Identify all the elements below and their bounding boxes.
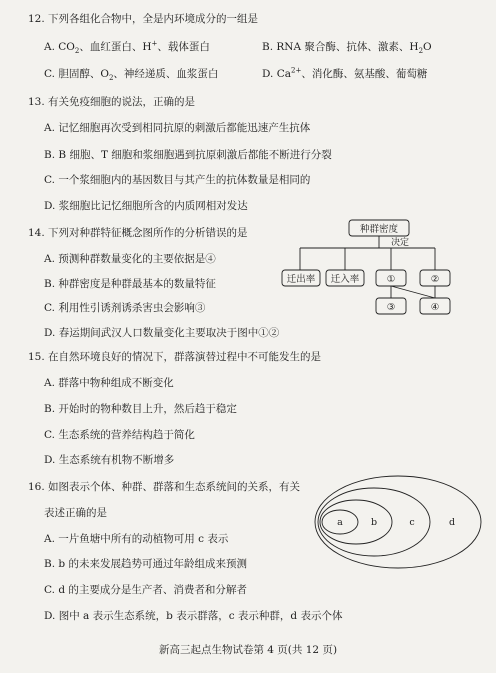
page-footer: 新高三起点生物试卷第 4 页(共 12 页) xyxy=(158,644,338,656)
q14-option-d: D. 春运期间武汉人口数量变化主要取决于图中①② xyxy=(44,327,280,339)
q16-option-c: C. d 的主要成分是生产者、消费者和分解者 xyxy=(44,584,247,596)
q14-option-b: B. 种群密度是种群最基本的数量特征 xyxy=(44,278,216,290)
q15-stem: 15. 在自然环境良好的情况下，群落演替过程中不可能发生的是 xyxy=(28,351,322,363)
label-a: a xyxy=(337,517,343,528)
q12-option-c: C. 胆固醇、$O_2$、神经递质、血浆蛋白 xyxy=(44,68,219,83)
q13-option-b: B. B 细胞、T 细胞和浆细胞遇到抗原刺激后都能不断进行分裂 xyxy=(44,149,332,161)
label-circle-3: ③ xyxy=(386,302,396,313)
label-decides: 决定 xyxy=(390,238,410,248)
q16-option-d: D. 图中 a 表示生态系统，b 表示群落，c 表示种群，d 表示个体 xyxy=(44,610,343,622)
label-c: c xyxy=(409,517,415,528)
q16-stem-line1: 16. 如图表示个体、种群、群落和生态系统间的关系，有关 xyxy=(28,481,301,493)
q15-option-d: D. 生态系统有机物不断增多 xyxy=(44,454,175,466)
q13-option-d: D. 浆细胞比记忆细胞所含的内质网相对发达 xyxy=(44,200,248,212)
q13-stem: 13. 有关免疫细胞的说法，正确的是 xyxy=(28,96,196,108)
population-concept-diagram xyxy=(280,218,480,320)
q15-option-c: C. 生态系统的营养结构趋于简化 xyxy=(44,429,195,441)
label-d: d xyxy=(448,517,456,528)
q15-option-a: A. 群落中物种组成不断变化 xyxy=(44,377,174,389)
ellipse-b xyxy=(320,500,392,544)
q16-option-b: B. b 的未来发展趋势可通过年龄组成来预测 xyxy=(44,558,247,570)
label-circle-1: ① xyxy=(386,274,396,285)
q12-stem: 12. 下列各组化合物中，全是内环境成分的一组是 xyxy=(28,13,259,25)
q14-stem: 14. 下列对种群特征概念图所作的分析错误的是 xyxy=(28,227,248,239)
q16-option-a: A. 一片鱼塘中所有的动植物可用 c 表示 xyxy=(44,533,229,545)
q15-option-b: B. 开始时的物种数目上升，然后趋于稳定 xyxy=(44,403,237,415)
q13-option-c: C. 一个浆细胞内的基因数目与其产生的抗体数量是相同的 xyxy=(44,174,311,186)
q13-option-a: A. 记忆细胞再次受到相同抗原的刺激后都能迅速产生抗体 xyxy=(44,122,311,134)
label-population-density: 种群密度 xyxy=(359,224,399,235)
label-b: b xyxy=(370,517,378,528)
q12-option-a: A. $CO_2$、血红蛋白、H+、载体蛋白 xyxy=(44,39,210,56)
label-circle-2: ② xyxy=(430,274,440,285)
q12-option-b: B. RNA 聚合酶、抗体、激素、$H_2O$ xyxy=(262,41,432,56)
q14-option-c: C. 利用性引诱剂诱杀害虫会影响③ xyxy=(44,302,206,314)
q16-stem-line2: 表述正确的是 xyxy=(44,507,107,519)
q14-option-a: A. 预测种群数量变化的主要依据是④ xyxy=(44,253,216,265)
nested-ellipses-diagram xyxy=(312,472,484,572)
q12-option-d: D. $Ca^{2+}$、消化酶、氨基酸、葡萄糖 xyxy=(262,66,428,80)
label-circle-4: ④ xyxy=(430,302,440,313)
label-emigration: 迁出率 xyxy=(286,274,316,285)
label-immigration: 迁入率 xyxy=(330,274,360,285)
